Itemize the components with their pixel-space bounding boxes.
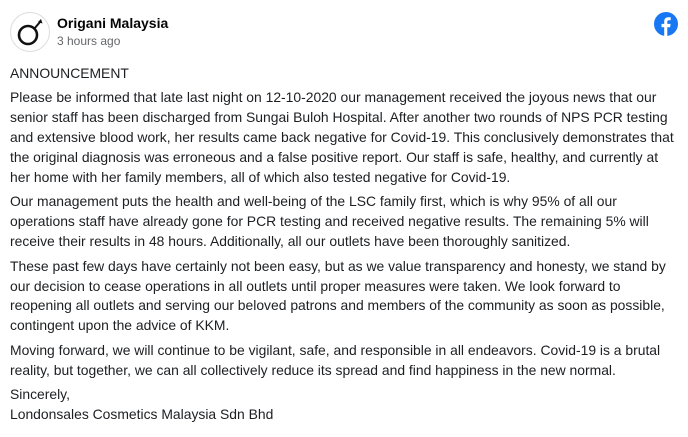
text-line: the original diagnosis was erroneous and a false positive report. Our staff is safe, healthy, and currently at xyxy=(10,149,659,166)
text-line: reopening all outlets and serving our beloved patrons and members of the community as soon as possible, xyxy=(10,297,665,314)
paragraph xyxy=(10,88,682,188)
paragraph xyxy=(10,341,682,381)
text-line: our decision to cease operations in all outlets until proper measures were taken. We look forward to xyxy=(10,277,621,294)
text-line: contingent upon the advice of KKM. xyxy=(10,317,230,334)
text-line: Sincerely, xyxy=(10,386,70,403)
text-line: reality, but together, we can all collectively reduce its spread and find happiness in the new normal. xyxy=(10,361,616,378)
text-line: These past few days have certainly not been easy, but as we value transparency and honesty, we stand by xyxy=(10,257,666,274)
origani-logo-icon xyxy=(11,13,49,51)
text-line: Please be informed that late last night on 12-10-2020 our management received the joyous news that our xyxy=(10,89,657,106)
page-name[interactable]: Origani Malaysia xyxy=(57,15,169,31)
text-line: and extensive blood work, her results came back negative for Covid-19. This conclusively demonstrates that xyxy=(10,129,674,146)
text-line: receive their results in 48 hours. Additionally, all our outlets have been thoroughly sanitized. xyxy=(10,233,571,250)
page-avatar[interactable] xyxy=(10,12,50,52)
text-line: ANNOUNCEMENT xyxy=(10,65,129,81)
paragraph xyxy=(10,192,682,252)
post-message xyxy=(10,64,682,429)
post-header xyxy=(10,12,678,52)
post-timestamp[interactable]: 3 hours ago xyxy=(57,34,121,48)
paragraph-title xyxy=(10,64,682,84)
facebook-icon[interactable] xyxy=(654,12,678,36)
text-line: Londonsales Cosmetics Malaysia Sdn Bhd xyxy=(10,406,274,422)
text-line: Our management puts the health and well-being of the LSC family first, which is why 95% of all our xyxy=(10,193,617,210)
text-line: her home with her family members, all of which also tested negative for Covid-19. xyxy=(10,169,511,186)
text-line: Moving forward, we will continue to be vigilant, safe, and responsible in all endeavors. Covid-19 is a brutal xyxy=(10,341,661,358)
paragraph xyxy=(10,257,682,337)
text-line: senior staff has been discharged from Sungai Buloh Hospital. After another two rounds of NPS PCR testing xyxy=(10,109,668,126)
paragraph-signature xyxy=(10,385,682,425)
text-line: operations staff have already gone for PCR testing and received negative results. The remaining 5% will xyxy=(10,213,649,230)
